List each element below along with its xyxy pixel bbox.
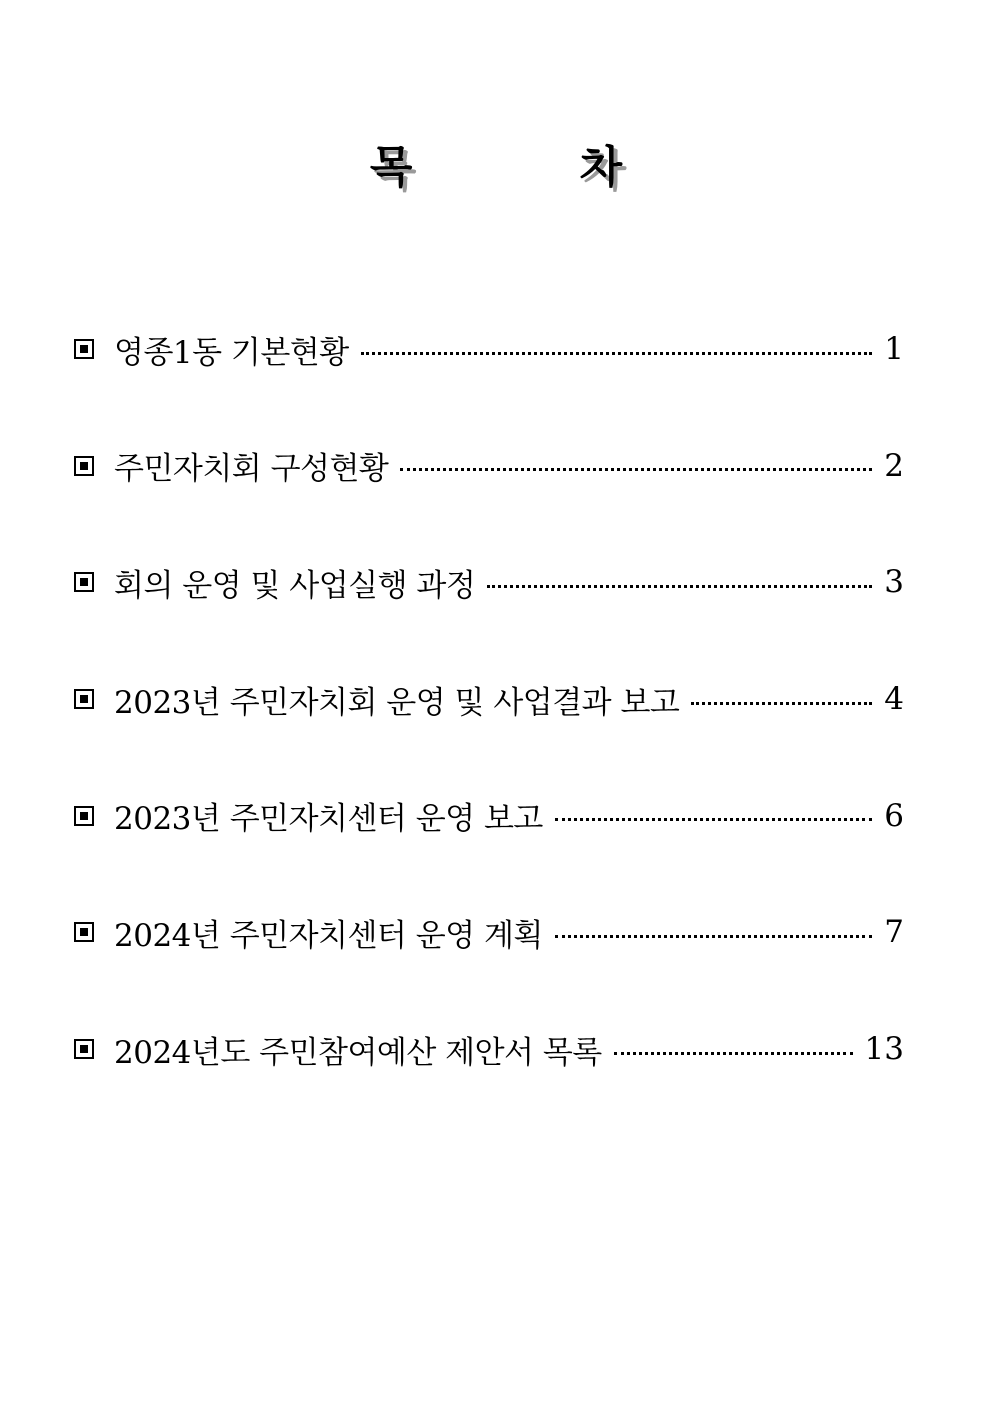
square-bullet-icon xyxy=(74,1039,94,1059)
square-bullet-icon xyxy=(74,339,94,359)
toc-entry-label: 2024년 주민자치센터 운영 계획 xyxy=(114,917,543,954)
toc-entry[interactable] xyxy=(74,1020,904,1078)
dot-leader xyxy=(361,352,873,355)
toc-entry-label: 주민자치회 구성현황 xyxy=(114,451,389,488)
square-bullet-icon xyxy=(74,689,94,709)
toc-entry-label: 2024년도 주민참여예산 제안서 목록 xyxy=(114,1034,602,1071)
square-bullet-icon xyxy=(74,922,94,942)
square-bullet-icon xyxy=(74,572,94,592)
toc-entry-label: 회의 운영 및 사업실행 과정 xyxy=(114,567,476,604)
page-title: 목 차 xyxy=(369,142,699,193)
table-of-contents xyxy=(74,320,904,1137)
toc-entry-label: 영종1동 기본현황 xyxy=(114,334,349,371)
toc-entry-page: 4 xyxy=(884,681,904,718)
toc-entry[interactable] xyxy=(74,670,904,728)
square-bullet-icon xyxy=(74,806,94,826)
dot-leader xyxy=(691,702,872,705)
dot-leader xyxy=(614,1052,853,1055)
toc-entry-label: 2023년 주민자치센터 운영 보고 xyxy=(114,801,543,838)
dot-leader xyxy=(400,468,872,471)
dot-leader xyxy=(487,585,872,588)
dot-leader xyxy=(555,935,872,938)
toc-entry-page: 2 xyxy=(884,447,904,484)
square-bullet-icon xyxy=(74,456,94,476)
toc-entry[interactable] xyxy=(74,787,904,845)
toc-entry[interactable] xyxy=(74,437,904,495)
toc-entry-page: 1 xyxy=(884,331,904,367)
toc-entry[interactable] xyxy=(74,553,904,611)
toc-entry-page: 3 xyxy=(884,564,904,601)
dot-leader xyxy=(555,818,872,821)
toc-entry[interactable] xyxy=(74,320,904,378)
toc-entry-page: 6 xyxy=(884,797,904,834)
toc-entry-page: 13 xyxy=(864,1031,904,1068)
toc-entry-page: 7 xyxy=(884,914,904,951)
toc-entry-label: 2023년 주민자치회 운영 및 사업결과 보고 xyxy=(114,684,680,721)
toc-entry[interactable] xyxy=(74,903,904,961)
